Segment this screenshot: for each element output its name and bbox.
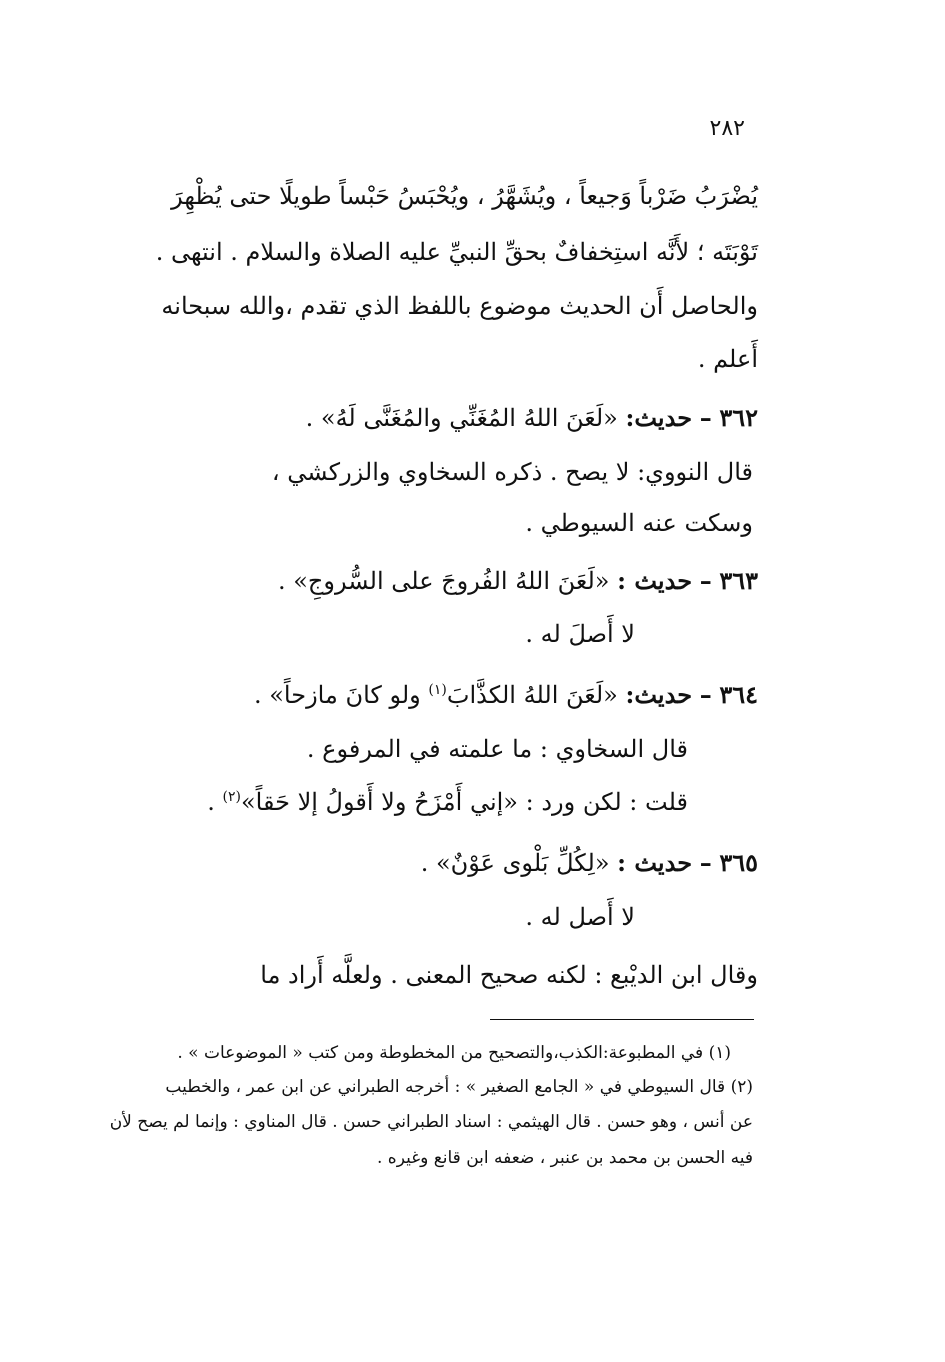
entry-dash: – <box>699 848 712 877</box>
text-line-1: يُضْرَبُ ضَرْباً وَجيعاً ، ويُشَهَّرُ ، ويُحْبَسُ حَبْساً طويلًا حتى يُظْهِرَ <box>171 182 758 210</box>
entry-365-comment: لا أَصل له . <box>525 903 635 931</box>
entry-362-comment-1: قال النووي: لا يصح . ذكره السخاوي والزركشي ، <box>271 458 753 486</box>
footnote-ref-2: (٢) <box>222 789 241 805</box>
entry-number: ٣٦٣ <box>719 566 758 595</box>
footnote-1: (١) في المطبوعة:الكذب،والتصحيح من المخطوطة ومن كتب « الموضوعات » . <box>177 1043 731 1063</box>
hadith-entry-364 <box>254 680 758 709</box>
text-line-3: والحاصل أَن الحديث موضوع باللفظ الذي تقدم ،والله سبحانه <box>161 292 758 320</box>
hadith-text: «لَعَنَ اللهُ الكذَّابَ$^{(١)}$ ولو كانَ مازحاً» . <box>253 681 618 709</box>
text-line-2: تَوْبَتَه ؛ لأَنَّه استِخفافٌ بحقِّ النبيِّ عليه الصلاة والسلام . انتهى . <box>155 238 758 266</box>
footnote-2-line-1: (٢) قال السيوطي في « الجامع الصغير » : أخرجه الطبراني عن ابن عمر ، والخطيب <box>165 1077 753 1097</box>
footnote-2-line-2: عن أنس ، وهو حسن . قال الهيثمي : اسناد الطبراني حسن . قال المناوي : وإنما لم يصح لأن <box>109 1112 753 1132</box>
closing-line: وقال ابن الديْبع : لكنه صحيح المعنى . ولعلَّه أَراد ما <box>260 961 758 989</box>
entry-363-comment: لا أَصلَ له . <box>525 620 635 648</box>
entry-label: حديث: <box>625 403 693 432</box>
entry-label: حديث: <box>625 680 693 709</box>
text-line-4: أَعلم . <box>697 345 758 373</box>
entry-362-comment-2: وسكت عنه السيوطي . <box>525 509 753 537</box>
entry-dash: – <box>699 680 712 709</box>
page-number: ٢٨٢ <box>709 116 745 141</box>
entry-label: حديث : <box>617 566 693 595</box>
hadith-text: «لِكُلِّ بَلْوى عَوْنٌ» . <box>420 849 610 877</box>
entry-dash: – <box>699 403 712 432</box>
hadith-entry-362 <box>306 403 758 432</box>
hadith-text: «لَعَنَ اللهُ المُغَنِّي والمُغَنَّى لَهُ» . <box>305 404 618 432</box>
entry-number: ٣٦٤ <box>719 680 758 709</box>
entry-label: حديث : <box>617 848 693 877</box>
footnote-2-line-3: فيه الحسن بن محمد بن عنبر ، ضعفه ابن قانع وغيره . <box>377 1148 753 1168</box>
entry-number: ٣٦٥ <box>719 848 758 877</box>
entry-364-comment-2: قلت : لكن ورد : «إني أَمْزَحُ ولا أَقولُ إلا حَقاً»$^{(٢)}$ . <box>207 788 688 816</box>
entry-dash: – <box>699 566 712 595</box>
footnote-separator <box>490 1019 754 1020</box>
hadith-text: «لَعَنَ اللهُ الفُروجَ على السُّروجِ» . <box>277 567 610 595</box>
entry-364-comment-1: قال السخاوي : ما علمته في المرفوع . <box>306 735 688 763</box>
hadith-entry-363 <box>278 566 758 595</box>
footnote-ref-1: (١) <box>428 682 447 698</box>
hadith-entry-365 <box>421 848 758 877</box>
entry-number: ٣٦٢ <box>719 403 758 432</box>
